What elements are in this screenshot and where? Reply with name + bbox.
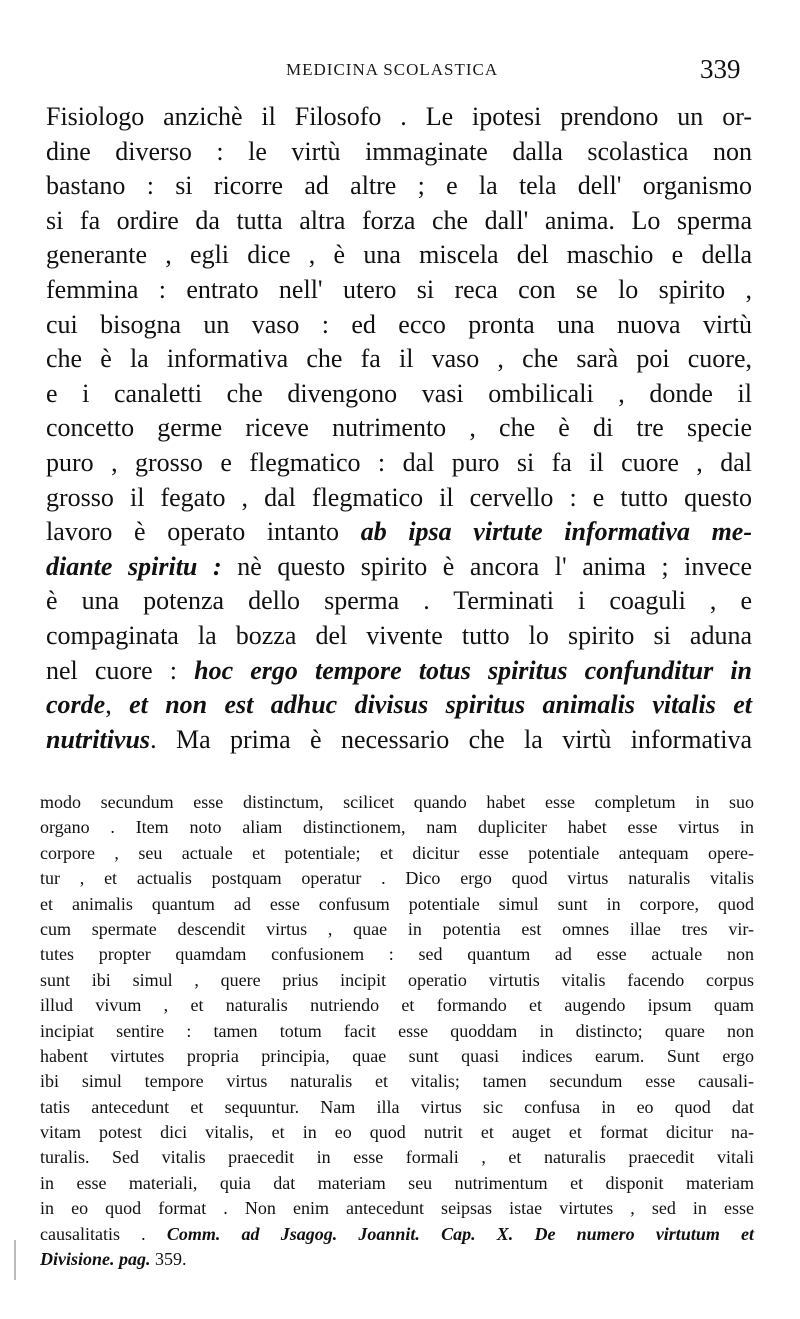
page-number: 339 bbox=[700, 54, 741, 84]
body-line: è una potenza dello sperma . Terminati i coaguli , e bbox=[46, 586, 752, 616]
footnote-line: corpore , seu actuale et potentiale; et dicitur esse potentiale antequam opere- bbox=[40, 842, 754, 863]
footnote-line: cum spermate descendit virtus , quae in potentia est omnes illae tres vir- bbox=[40, 918, 754, 939]
running-title: MEDICINA SCOLASTICA bbox=[286, 60, 499, 79]
footnote-line: organo . Item noto aliam distinctionem, nam dupliciter habet esse virtus in bbox=[40, 817, 754, 838]
body-line: grosso il fegato , dal flegmatico il cervello : e tutto questo bbox=[46, 482, 752, 512]
body-line: dine diverso : le virtù immaginate dalla scolastica non bbox=[46, 136, 752, 166]
body-line: compaginata la bozza del vivente tutto lo spirito si aduna bbox=[46, 620, 752, 650]
footnote-line: et animalis quantum ad esse confusum potentiale simul sunt in corpore, quod bbox=[40, 893, 754, 914]
running-head bbox=[0, 56, 800, 86]
latin-quote: et non est adhuc divisus spiritus animalis vitalis et bbox=[129, 690, 753, 720]
footnote-line: in esse materiali, quia dat materiam seu nutrimentum et disponit materiam bbox=[40, 1172, 754, 1193]
footnote-line: ibi simul tempore virtus naturalis et vitalis; tamen secundum esse causali- bbox=[40, 1071, 754, 1092]
footnote bbox=[40, 790, 754, 1272]
footnote-line: incipiat sentire : tamen totum facit esse quoddam in distincto; quare non bbox=[40, 1020, 754, 1041]
footnote-line: illud vivum , et naturalis nutriendo et formando et augendo ipsum quam bbox=[40, 995, 754, 1016]
latin-quote: diante spiritu : bbox=[46, 551, 222, 581]
footnote-citation-line bbox=[40, 1222, 754, 1247]
footnote-text: causalitatis . bbox=[40, 1223, 146, 1244]
footnote-line: tatis antecedunt et sequuntur. Nam illa virtus sic confusa in eo quod dat bbox=[40, 1096, 754, 1117]
latin-quote: corde bbox=[46, 690, 106, 720]
body-line: Fisiologo anzichè il Filosofo . Le ipotesi prendono un or- bbox=[46, 102, 752, 131]
body-line-mixed bbox=[46, 550, 752, 585]
footnote-citation-line bbox=[40, 1247, 754, 1272]
footnote-line: habent virtutes propria principia, quae sunt quasi indices earum. Sunt ergo bbox=[40, 1045, 754, 1066]
footnote-line: in eo quod format . Non enim antecedunt seipsas istae virtutes , sed in esse bbox=[40, 1198, 754, 1219]
body-text: nè questo spirito è ancora l' anima ; invece bbox=[237, 551, 752, 581]
footnote-line: modo secundum esse distinctum, scilicet quando habet esse completum in suo bbox=[40, 792, 754, 812]
show-through-text bbox=[60, 740, 740, 780]
body-line: che è la informativa che fa il vaso , che sarà poi cuore, bbox=[46, 344, 752, 374]
body-line-mixed bbox=[46, 654, 752, 689]
body-line: concetto germe riceve nutrimento , che è di tre specie bbox=[46, 413, 752, 443]
main-text bbox=[46, 100, 752, 757]
body-line: e i canaletti che divengono vasi ombilicali , donde il bbox=[46, 378, 752, 408]
body-text: nel cuore : bbox=[46, 655, 177, 685]
latin-quote: ab ipsa virtute informativa me- bbox=[360, 517, 752, 547]
citation: Divisione. pag. bbox=[40, 1249, 151, 1270]
body-line: generante , egli dice , è una miscela del maschio e della bbox=[46, 240, 752, 270]
body-line: si fa ordire da tutta altra forza che dall' anima. Lo sperma bbox=[46, 205, 752, 235]
body-line-mixed bbox=[46, 688, 752, 723]
footnote-line: turalis. Sed vitalis praecedit in esse formali , et naturalis praecedit vitali bbox=[40, 1147, 754, 1168]
footnote-line: tur , et actualis postquam operatur . Dico ergo quod virtus naturalis vitalis bbox=[40, 868, 754, 889]
footnote-line: sunt ibi simul , quere prius incipit operatio virtutis vitalis facendo corpus bbox=[40, 969, 754, 990]
footnote-line: tutes propter quamdam confusionem : sed quantum ad esse actuale non bbox=[40, 944, 754, 965]
latin-quote: hoc ergo tempore totus spiritus confunditur in bbox=[194, 655, 752, 685]
body-line-mixed bbox=[46, 515, 752, 550]
body-text: . Ma prima è necessario che la virtù informativa bbox=[150, 724, 752, 754]
body-text: lavoro è operato intanto bbox=[46, 517, 340, 547]
citation-page: 359. bbox=[155, 1249, 187, 1270]
latin-quote: nutritivus bbox=[46, 724, 151, 754]
citation: Comm. ad Jsagog. Joannit. Cap. X. De numero virtutum et bbox=[166, 1223, 755, 1244]
body-line: femmina : entrato nell' utero si reca con se lo spirito , bbox=[46, 274, 752, 304]
body-line: puro , grosso e flegmatico : dal puro si fa il cuore , dal bbox=[46, 447, 752, 477]
body-text: , bbox=[105, 690, 112, 720]
body-line: cui bisogna un vaso : ed ecco pronta una nuova virtù bbox=[46, 309, 752, 339]
footnote-line: vitam potest dici vitalis, et in eo quod nutrit et auget et format dicitur na- bbox=[40, 1122, 754, 1143]
body-line: bastano : si ricorre ad altre ; e la tela dell' organismo bbox=[46, 171, 752, 201]
page-edge-mark bbox=[14, 1240, 16, 1280]
